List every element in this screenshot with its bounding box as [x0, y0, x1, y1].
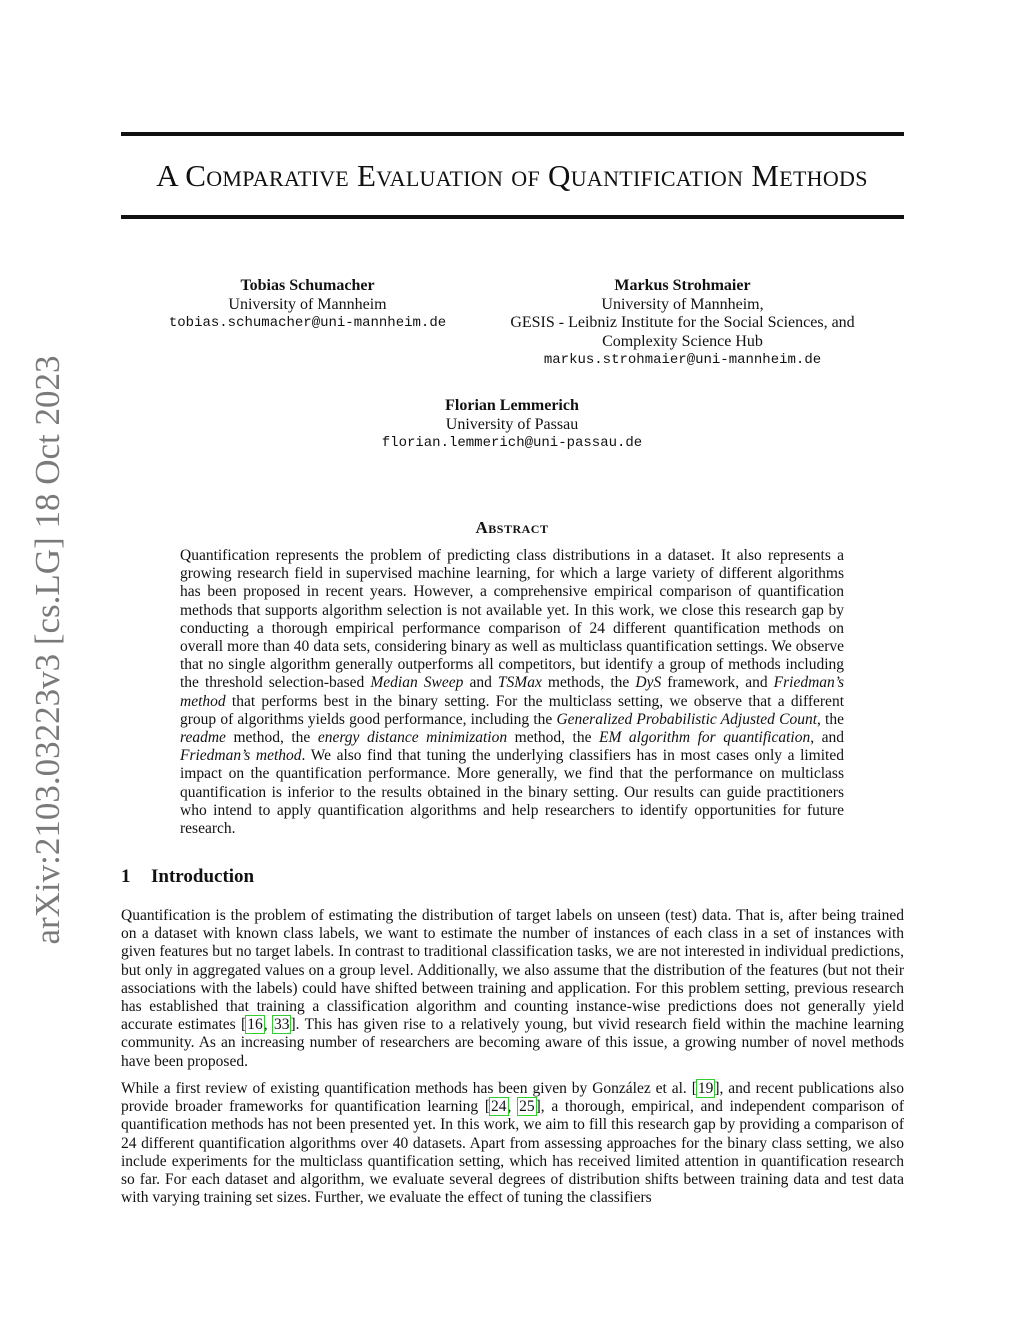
section-number: 1 — [121, 866, 131, 887]
method-name: energy distance minimization — [317, 729, 508, 747]
paragraph-text-run: , — [507, 1098, 519, 1116]
author-email[interactable]: florian.lemmerich@uni-passau.de — [381, 435, 643, 451]
citation-link[interactable]: 19 — [697, 1080, 714, 1097]
paragraph-text-run: Quantification is the problem of estimating the distribution of target labels on unseen (test) data. That is, after being trained on a dataset with known class labels, we want to estimate the number of instances of each class in a set of instances with given features but no target labels. In contrast to traditional classification tasks, we are not interested in individual predictions, but only in aggregated values on a group level. Additionally, we also assume that the distribution of the features (but not their associations with the labels) could have shifted between training and application. For this problem setting, previous research has established that training a classification algorithm and counting instance-wise predictions does not generally yield accurate estimates [ — [121, 907, 904, 1034]
citation-link[interactable]: 33 — [273, 1016, 290, 1034]
paragraph-text-run: While a first review of existing quantification methods has been given by González et al. [ — [121, 1080, 697, 1097]
abstract-text-run: framework, and — [661, 674, 774, 692]
method-name: TSMax — [497, 674, 542, 692]
method-name: DyS — [635, 674, 662, 692]
abstract-text-run: that performs best in the binary setting. For the multiclass setting, we observe that a different group of algorithms yields good performance, including the — [180, 692, 844, 728]
citation-link[interactable]: 24 — [491, 1098, 507, 1116]
abstract-text-run: , the — [817, 710, 844, 728]
abstract-text-run: methods, the — [541, 674, 636, 692]
abstract-heading: Abstract — [475, 518, 549, 537]
method-name: Friedman’s method — [180, 747, 302, 765]
author-affiliation: University of Mannheim, — [601, 295, 764, 313]
author-email[interactable]: markus.strohmaier@uni-mannheim.de — [543, 352, 822, 368]
author-name: Tobias Schumacher — [240, 277, 375, 294]
abstract-text — [180, 547, 844, 838]
section-heading — [121, 866, 254, 888]
section-title: Introduction — [151, 866, 255, 887]
author-affiliation: GESIS - Leibniz Institute for the Social Sciences, and — [510, 314, 855, 331]
author-name: Markus Strohmaier — [614, 277, 751, 294]
author-affiliation: University of Passau — [445, 415, 579, 433]
author-block — [330, 397, 694, 453]
author-email[interactable]: tobias.schumacher@uni-mannheim.de — [168, 315, 447, 331]
paragraph-text-run: ]. This has given rise to a relatively young, but vivid research field within the machine learning community. As an increasing number of researchers are becoming aware of this issue, a growing number of novel methods have been proposed. — [121, 1016, 904, 1070]
title-bottom-rule — [121, 215, 904, 219]
method-name: Friedman’s method — [180, 674, 844, 710]
method-name: Generalized Probabilistic Adjusted Count — [556, 710, 817, 728]
abstract-text-run: Quantification represents the problem of predicting class distributions in a dataset. It also represents a growing research field in supervised machine learning, for which a large variety of different algorithms has been proposed in recent years. However, a comprehensive empirical comparison of quantification methods that supports algorithm selection is not available yet. In this work, we close this research gap by conducting a thorough empirical performance comparison of 24 different quantification methods on overall more than 40 data sets, considering binary as well as multiclass quantification settings. We observe that no single algorithm generally outperforms all competitors, but identify a group of methods including the threshold selection-based — [180, 547, 844, 692]
abstract-text-run: method, the — [507, 729, 600, 747]
author-block — [140, 277, 475, 333]
author-affiliation: University of Mannheim — [228, 295, 387, 313]
method-name: readme — [180, 729, 226, 747]
citation-link[interactable]: 25 — [519, 1098, 535, 1116]
method-name: Median Sweep — [370, 674, 464, 692]
method-name: EM algorithm for quantification — [599, 729, 811, 747]
abstract-text-run: . We also find that tuning the underlying classifiers has in most cases only a limited impact on the quantification performance. More generally, we find that the performance on multiclass quantification is inferior to the results obtained in the binary setting. Our results can guide practitioners who intend to apply quantification algorithms and help researchers to identify opportunities for future research. — [180, 747, 844, 838]
intro-paragraph — [121, 907, 904, 1071]
abstract-text-run: and — [463, 674, 498, 692]
title-top-rule — [121, 132, 904, 136]
arxiv-identifier-stamp: arXiv:2103.03223v3 [cs.LG] 18 Oct 2023 — [28, 355, 67, 945]
paragraph-text-run: ], and recent publications also provide broader frameworks for quantification learning [ — [121, 1080, 904, 1116]
author-name: Florian Lemmerich — [445, 397, 579, 414]
paragraph-text-run: ], a thorough, empirical, and independent comparison of quantification methods has not been presented yet. In this work, we aim to fill this research gap by providing a comparison of 24 different quantification algorithms over 40 datasets. Apart from assessing approaches for the binary class setting, we also include experiments for the multiclass quantification setting, which has received limited attention in quantification research so far. For each dataset and algorithm, we evaluate several degrees of distribution shifts between training data and test data with varying training set sizes. Further, we evaluate the effect of tuning the classifiers — [121, 1098, 904, 1207]
intro-paragraph — [121, 1080, 904, 1207]
abstract-text-run: , and — [810, 729, 844, 747]
paper-title: A Comparative Evaluation of Quantification Methods — [156, 158, 868, 193]
author-block — [480, 277, 885, 370]
author-affiliation: Complexity Science Hub — [602, 332, 763, 350]
paragraph-text-run: , — [263, 1016, 273, 1034]
citation-link[interactable]: 16 — [247, 1016, 263, 1034]
abstract-text-run: method, the — [225, 729, 318, 747]
